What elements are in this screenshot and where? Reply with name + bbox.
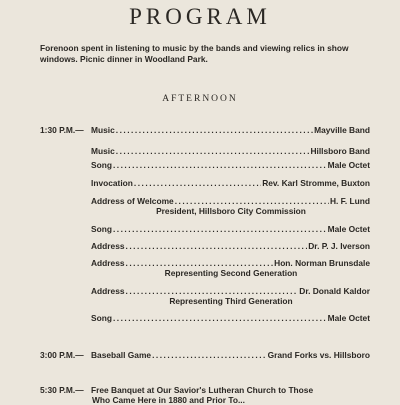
- item-performer: Mayville Band: [314, 125, 370, 135]
- item-label: Address of Welcome: [91, 196, 174, 206]
- item-performer: Rev. Karl Stromme, Buxton: [262, 178, 370, 188]
- item-subtitle: President, Hillsboro City Commission: [156, 206, 306, 216]
- page-title: PROGRAM: [129, 4, 271, 29]
- item-time: 5:30 P.M.—: [40, 385, 84, 395]
- item-label: Baseball Game: [91, 350, 152, 360]
- item-performer: Male Octet: [327, 160, 370, 170]
- program-item: [40, 224, 370, 234]
- item-label: Music: [91, 146, 115, 156]
- item-label: Music: [91, 125, 115, 135]
- program-item: [40, 178, 370, 188]
- item-label: Address: [91, 258, 125, 268]
- intro-paragraph: Forenoon spent in listening to music by the bands and viewing relics in show windows. Picnic dinner in Woodland Park.: [40, 43, 349, 64]
- dot-leader: [175, 196, 329, 206]
- item-subtitle: Representing Second Generation: [164, 268, 298, 278]
- program-item: [40, 241, 370, 251]
- item-label: Song: [91, 160, 112, 170]
- dot-leader: [116, 125, 313, 135]
- item-label: Invocation: [91, 178, 133, 188]
- dot-leader: [116, 146, 310, 156]
- dot-leader: [113, 224, 327, 234]
- section-heading-afternoon: AFTERNOON: [162, 94, 238, 104]
- banquet-continuation: Who Came Here in 1880 and Prior To...: [92, 395, 245, 405]
- program-item-banquet: [40, 385, 370, 395]
- dot-leader: [126, 286, 299, 296]
- item-label: Song: [91, 313, 112, 323]
- item-performer: Dr. P. J. Iverson: [308, 241, 370, 251]
- item-time: 3:00 P.M.—: [40, 350, 84, 360]
- program-item-baseball: [40, 350, 370, 360]
- program-item: [40, 313, 370, 323]
- program-item: [40, 146, 370, 156]
- item-time: 1:30 P.M.—: [40, 125, 84, 135]
- item-performer: Hon. Norman Brunsdale: [274, 258, 370, 268]
- dot-leader: [126, 258, 274, 268]
- dot-leader: [113, 160, 327, 170]
- item-performer: Male Octet: [327, 313, 370, 323]
- program-item: [40, 258, 370, 268]
- item-subtitle: Representing Third Generation: [169, 296, 293, 306]
- item-label: Address: [91, 241, 125, 251]
- item-performer: Male Octet: [327, 224, 370, 234]
- program-item: [40, 196, 370, 206]
- program-item: [40, 286, 370, 296]
- item-label: Song: [91, 224, 112, 234]
- dot-leader: [152, 350, 267, 360]
- program-item: [40, 125, 370, 135]
- program-item: [52, 160, 370, 170]
- item-performer: H. F. Lund: [329, 196, 370, 206]
- item-label: Address: [91, 286, 125, 296]
- item-label: Free Banquet at Our Savior's Lutheran Church to Those: [91, 385, 314, 395]
- dot-leader: [126, 241, 308, 251]
- item-performer: Dr. Donald Kaldor: [299, 286, 370, 296]
- dot-leader: [134, 178, 261, 188]
- item-performer: Grand Forks vs. Hillsboro: [267, 350, 370, 360]
- item-performer: Hillsboro Band: [310, 146, 370, 156]
- dot-leader: [113, 313, 327, 323]
